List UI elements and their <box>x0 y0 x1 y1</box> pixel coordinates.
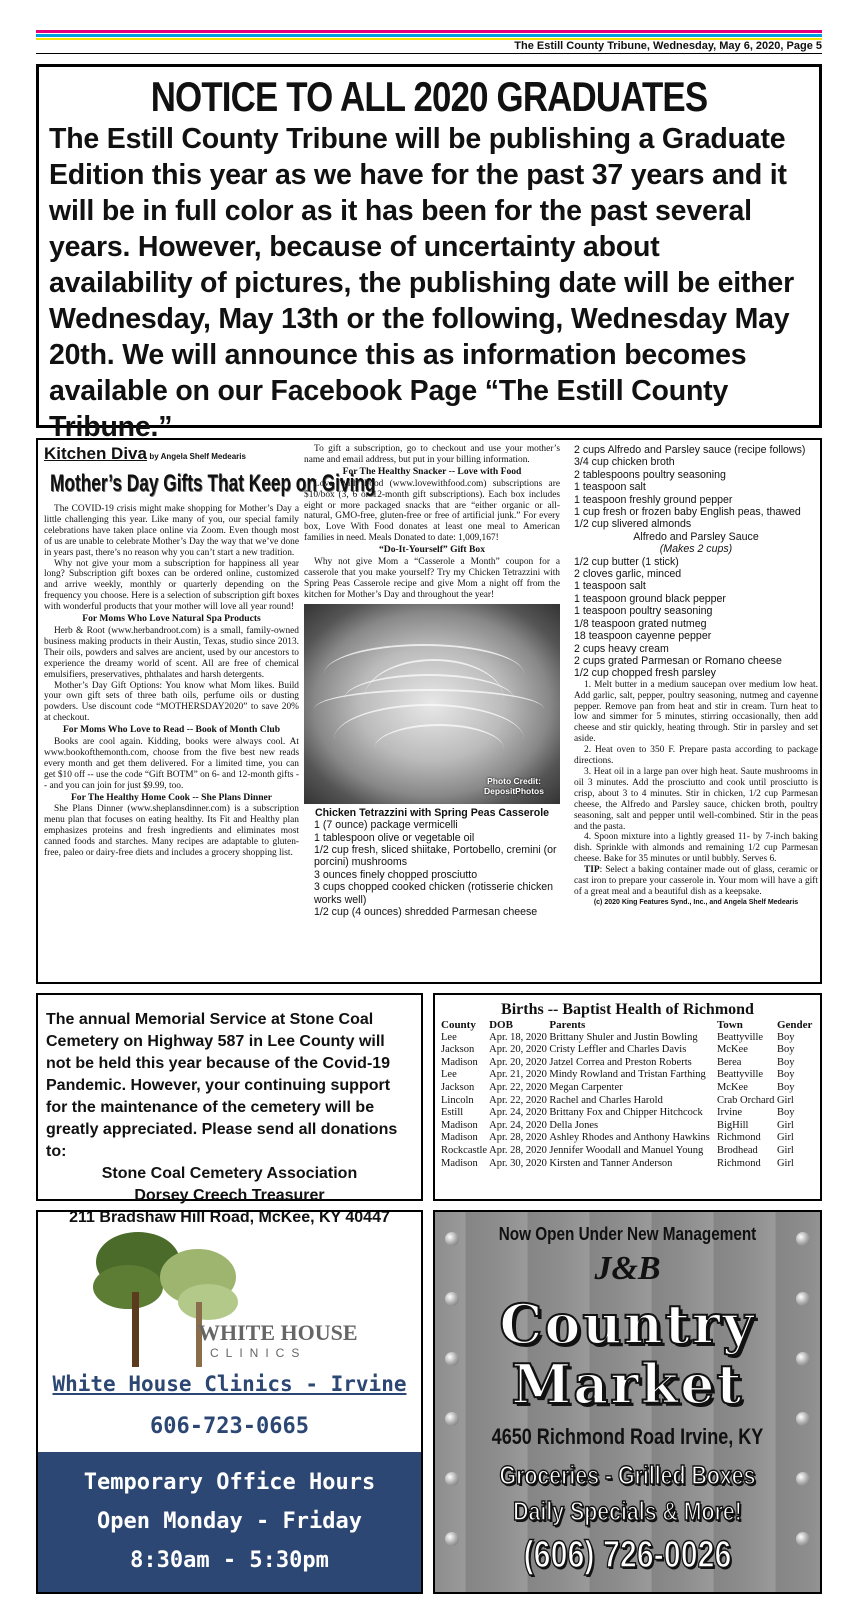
subhead: For Moms Who Love Natural Spa Products <box>82 613 261 625</box>
memorial-org: Stone Coal Cemetery Association <box>101 1165 358 1182</box>
recipe-title: Chicken Tetrazzini with Spring Peas Casserole <box>314 806 550 819</box>
table-cell: Crab Orchard <box>716 1094 775 1106</box>
table-cell: Cristy Leffler and Charles Davis <box>549 1044 687 1056</box>
ingredient: 1/2 cup fresh, sliced shiitake, Portobello, cremini (or porcini) mushrooms <box>314 843 557 869</box>
table-cell: Apr. 18, 2020 <box>489 1031 547 1043</box>
table-header-row <box>441 1019 814 1032</box>
memorial-body: The annual Memorial Service at Stone Coal Cemetery on Highway 587 in Lee County will not be held this year because of the Covid-19 Pandemic. However, your continuing support for the maintenance of the cemetery will be greatly appreciated. Please send all donations to: <box>46 1011 398 1160</box>
table-cell: Brittany Fox and Chipper Hitchcock <box>549 1107 703 1119</box>
table-cell: McKee <box>716 1081 748 1093</box>
store-name-line1: Country <box>499 1292 756 1356</box>
ingredient: 1/2 cup (4 ounces) shredded Parmesan cheese <box>314 905 538 918</box>
bolt-icon <box>445 1472 459 1486</box>
births-title: Births -- Baptist Health of Richmond <box>501 1001 754 1018</box>
bolt-icon <box>796 1532 810 1546</box>
table-row <box>441 1132 814 1145</box>
recipe-step: 1. Melt butter in a medium saucepan over medium low heat. Add garlic, salt, pepper, poultry seasoning, nutmeg and cayenne pepper. Remove pan from heat and stir in cream. Turn heat to low and simmer for 5 minutes, stirring occasionally, then add cheese and stir quickly, heating through. Stir in parsley and set aside. <box>574 679 818 745</box>
notice-title: NOTICE TO ALL 2020 GRADUATES <box>150 73 708 120</box>
table-cell: Beattyville <box>716 1031 764 1043</box>
table-cell: Apr. 24, 2020 <box>489 1107 547 1119</box>
bolt-icon <box>445 1532 459 1546</box>
table-cell: Boy <box>776 1107 795 1119</box>
table-cell: Jackson <box>441 1081 475 1093</box>
table-row <box>441 1057 814 1070</box>
jb-country-market-ad <box>433 1210 822 1594</box>
table-cell: BigHill <box>716 1119 749 1131</box>
recipe-step: 4. Spoon mixture into a lightly greased 11- by 7-inch baking dish. Sprinkle with almonds and remaining 1/2 cup Parmesan cheese. Bake for 35 minutes or until bubbly. Serves 6. <box>574 832 818 865</box>
bolt-icon <box>445 1232 459 1246</box>
table-cell: Brodhead <box>716 1144 758 1156</box>
table-cell: Apr. 20, 2020 <box>489 1044 547 1056</box>
table-cell: Megan Carpenter <box>549 1081 623 1093</box>
table-cell: Girl <box>776 1132 794 1144</box>
table-row <box>441 1145 814 1158</box>
recipe-step: 3. Heat oil in a large pan over high heat. Saute mushrooms in oil 3 minutes. Add the prosciutto and cook until prosciutto is crisp, about 3 to 4 minutes. Stir in chicken, 1/2 cup Parmesan cheese, the Alfredo and Parsley sauce, chicken broth, poultry seasoning, salt and pepper until well-combined. Stir in the peas and the pasta. <box>574 766 818 832</box>
copyright: (c) 2020 King Features Synd., Inc., and Angela Shelf Medearis <box>593 898 799 906</box>
table-cell: Boy <box>776 1031 795 1043</box>
table-cell: Boy <box>776 1081 795 1093</box>
logo-wordmark: WHITE HOUSE <box>198 1320 358 1345</box>
memorial-address: 211 Bradshaw Hill Road, McKee, KY 40447 <box>69 1209 390 1226</box>
magenta-stripe <box>36 30 822 33</box>
column-header: Parents <box>549 1019 586 1031</box>
white-house-clinics-ad <box>36 1210 423 1594</box>
table-cell: Apr. 28, 2020 <box>489 1144 547 1156</box>
table-cell: McKee <box>716 1044 748 1056</box>
sauce-ingredient: 1/8 teaspoon grated nutmeg <box>574 617 707 630</box>
ingredient: 1/2 cup slivered almonds <box>574 518 692 531</box>
table-cell: Boy <box>776 1044 795 1056</box>
ingredient: 2 tablespoons poultry seasoning <box>574 468 726 481</box>
article-column-1 <box>44 444 376 859</box>
tip-text: : Select a baking container made out of glass, ceramic or cast iron to prepare your casserole in. Your mom will have a gift of a great meal and a beautiful dish as a keepsake. <box>574 865 818 897</box>
subhead: For The Healthy Snacker -- Love with Food <box>342 465 522 477</box>
bolt-icon <box>796 1472 810 1486</box>
ingredient: 3 ounces finely chopped prosciutto <box>314 868 478 881</box>
ingredient: 1 (7 ounce) package vermicelli <box>314 819 458 832</box>
sauce-yield: (Makes 2 cups) <box>659 543 733 556</box>
paragraph: Why not give your mom a subscription for happiness all year long? Subscription gift boxes can be ordered online, customized and arrive weekly, monthly or quarterly depending on the frequency you choose. Here is a selection of subscription gift boxes with wonderful products that your mother will love all year round! <box>44 558 299 613</box>
table-row <box>441 1107 814 1120</box>
ingredient: 1 teaspoon freshly ground pepper <box>574 493 733 506</box>
recipe-ingredients <box>304 807 560 919</box>
table-row <box>441 1120 814 1133</box>
table-cell: Madison <box>441 1132 478 1144</box>
paragraph: Herb & Root (www.herbandroot.com) is a small, family-owned business making products in their Austin, Texas, studio since 2013. Their oils, powders and salves are ancient, used by our ancestors to experience the dreamy world of scent. All are free of chemical emulsifiers, preservatives, phthalates and harsh detergents. <box>44 625 299 680</box>
running-head: The Estill County Tribune, Wednesday, May 6, 2020, Page 5 <box>36 40 822 54</box>
table-cell: Apr. 21, 2020 <box>489 1069 547 1081</box>
table-cell: Jatzel Correa and Preston Roberts <box>549 1056 692 1068</box>
column-title: Kitchen Diva <box>44 444 147 463</box>
table-cell: Apr. 22, 2020 <box>489 1081 547 1093</box>
clinic-phone: 606-723-0665 <box>150 1414 309 1439</box>
ingredient: 3 cups chopped cooked chicken (rotisserie chicken works well) <box>314 881 554 906</box>
table-cell: Apr. 30, 2020 <box>489 1157 547 1169</box>
tagline: Now Open Under New Management <box>498 1224 757 1244</box>
table-row <box>441 1069 814 1082</box>
bolt-icon <box>796 1232 810 1246</box>
table-cell: Richmond <box>716 1132 761 1144</box>
paragraph: She Plans Dinner (www.sheplansdinner.com) is a subscription menu plan that focuses on eating healthy. Its Fit and Healthy plan emphasizes proteins and fresh ingredients and eliminates most canned foods and starches. Many recipes are adaptable to gluten-free, paleo or dairy-free diets and includes a grocery shopping list. <box>44 804 299 859</box>
births-box <box>433 993 822 1201</box>
table-cell: Girl <box>776 1094 794 1106</box>
sauce-ingredient: 18 teaspoon cayenne pepper <box>574 630 712 643</box>
table-cell: Brittany Shuler and Justin Bowling <box>549 1031 698 1043</box>
table-cell: Rockcastle <box>441 1144 488 1156</box>
kitchen-diva-article <box>36 438 822 984</box>
table-cell: Estill <box>441 1107 464 1119</box>
notice-body: The Estill County Tribune will be publishing a Graduate Edition this year as we have for the past 37 years and it will be in full color as it has been for the past several years. However, because of uncertainty about availability of pictures, the publishing date will be either Wednesday, May 13th or the following, Wednesday May 20th. We will announce this as information becomes available on our Facebook Page “The Estill County Tribune.” <box>49 123 794 443</box>
table-cell: Madison <box>441 1056 478 1068</box>
subhead: For Moms Who Love to Read -- Book of Month Club <box>62 724 281 736</box>
column-header: DOB <box>489 1019 513 1031</box>
table-cell: Jennifer Woodall and Manuel Young <box>549 1144 704 1156</box>
table-cell: Jackson <box>441 1044 475 1056</box>
table-cell: Apr. 20, 2020 <box>489 1056 547 1068</box>
ingredient: 1 cup fresh or frozen baby English peas, thawed <box>574 506 801 519</box>
table-cell: Girl <box>776 1144 794 1156</box>
open-days: Open Monday - Friday <box>97 1509 362 1534</box>
table-cell: Ashley Rhodes and Anthony Hawkins <box>549 1132 710 1144</box>
memorial-notice <box>36 993 423 1226</box>
cyan-stripe <box>36 34 822 37</box>
sauce-ingredient: 1/2 cup chopped fresh parsley <box>574 667 716 680</box>
table-cell: Lee <box>441 1031 457 1043</box>
recipe-ingredients-cont <box>574 444 818 680</box>
store-phone: (606) 726-0026 <box>523 1534 732 1576</box>
table-cell: Irvine <box>716 1107 743 1119</box>
sauce-title: Alfredo and Parsley Sauce <box>633 530 759 543</box>
sauce-ingredient: 2 cups grated Parmesan or Romano cheese <box>574 654 782 667</box>
table-cell: Girl <box>776 1119 794 1131</box>
table-cell: Lincoln <box>441 1094 474 1106</box>
table-cell: Apr. 24, 2020 <box>489 1119 547 1131</box>
table-cell: Lee <box>441 1069 457 1081</box>
paragraph: Books are cool again. Kidding, books were always cool. At www.bookofthemonth.com, choose from the five best new reads every month and get them delivered. For a limited time, you can get $10 off -- use the code “Gift BOTM” on 6- and 12-month gifts -- and you can join for just $9.99, too. <box>44 737 299 791</box>
headline: Mother’s Day Gifts That Keep on Giving <box>50 470 376 497</box>
hours-title: Temporary Office Hours <box>83 1470 376 1495</box>
casserole-photo <box>304 604 560 804</box>
table-cell: Apr. 22, 2020 <box>489 1094 547 1106</box>
sauce-ingredient: 2 cloves garlic, minced <box>574 568 682 581</box>
ingredient: 1 teaspoon salt <box>574 481 646 494</box>
services-line1: Groceries - Grilled Boxes <box>499 1460 756 1490</box>
table-row <box>441 1158 814 1171</box>
table-cell: Beattyville <box>716 1069 764 1081</box>
tip <box>574 865 818 898</box>
recipe-step: 2. Heat oven to 350 F. Prepare pasta according to package directions. <box>574 745 818 767</box>
subhead: “Do-It-Yourself” Gift Box <box>378 544 486 556</box>
subhead: For The Healthy Home Cook -- She Plans Dinner <box>70 791 273 803</box>
table-row <box>441 1095 814 1108</box>
column-header: Town <box>716 1019 743 1031</box>
office-hours-panel <box>38 1452 421 1592</box>
paragraph: Why not give Mom a “Casserole a Month” coupon for a casserole that you make yourself? Try my Chicken Tetrazzini with Spring Peas Casserole recipe and give Mom a night off from the kitchen for Mother’s Day and throughout the year! <box>304 557 560 600</box>
column-header: Gender <box>776 1019 813 1031</box>
table-row <box>441 1044 814 1057</box>
sauce-ingredient: 1 teaspoon salt <box>574 580 646 593</box>
table-cell: Berea <box>716 1056 742 1068</box>
sauce-ingredient: 1 teaspoon poultry seasoning <box>574 605 713 618</box>
column-header: County <box>441 1019 476 1031</box>
table-row <box>441 1032 814 1045</box>
paragraph: Love With Food (www.lovewithfood.com) subscriptions are $10/box (3, 6 or 12-month gift subscriptions). Each box includes eight or more packaged snacks that are “either organic or all-natural, GMO-free, gluten-free or free of artificial junk.” For every box, Love With Food donates at least one meal to American families in need. Meals Donated to date: 1,009,167! <box>304 478 560 544</box>
store-address: 4650 Richmond Road Irvine, KY <box>491 1424 764 1449</box>
logo-subtext: CLINICS <box>210 1346 307 1360</box>
brand: J&B <box>594 1250 661 1287</box>
table-cell: Rachel and Charles Harold <box>549 1094 663 1106</box>
article-column-2 <box>304 444 560 918</box>
ingredient: 1 tablespoon olive or vegetable oil <box>314 831 475 844</box>
table-cell: Girl <box>776 1157 794 1169</box>
table-cell: Della Jones <box>549 1119 599 1131</box>
sauce-ingredient: 1/2 cup butter (1 stick) <box>574 555 679 568</box>
table-cell: Richmond <box>716 1157 761 1169</box>
paragraph: The COVID-19 crisis might make shopping for Mother’s Day a little challenging this year. Like many of you, our special family celebrations have taken place online via Zoom. Even though most of us are unable to celebrate Mother’s Day the way that we’ve done in years past, there’s no reason why you can’t start a new tradition. <box>44 504 299 558</box>
store-name-line2: Market <box>511 1352 744 1416</box>
sauce-ingredient: 1 teaspoon ground black pepper <box>574 592 726 605</box>
table-cell: Mindy Rowland and Tristan Farthing <box>549 1069 706 1081</box>
table-cell: Kirsten and Tanner Anderson <box>549 1157 673 1169</box>
paragraph: Mother’s Day Gift Options: You know what Mom likes. Build your own gift sets of three bath oils, perfume oils or dusting powders. Use discount code “MOTHERSDAY2020” to save 20% at checkout. <box>44 680 299 724</box>
births-table-body <box>441 1032 814 1171</box>
table-cell: Boy <box>776 1069 795 1081</box>
clinic-name: White House Clinics - Irvine <box>52 1372 407 1396</box>
ingredient: 2 cups Alfredo and Parsley sauce (recipe follows) <box>574 444 806 456</box>
ingredient: 3/4 cup chicken broth <box>574 456 675 469</box>
byline: by Angela Shelf Medearis <box>149 452 246 461</box>
table-cell: Boy <box>776 1056 795 1068</box>
services-line2: Daily Specials & More! <box>513 1496 742 1526</box>
table-cell: Madison <box>441 1157 478 1169</box>
memorial-treasurer: Dorsey Creech Treasurer <box>134 1187 325 1204</box>
table-row <box>441 1082 814 1095</box>
sauce-ingredient: 2 cups heavy cream <box>574 642 669 655</box>
article-column-3 <box>574 444 818 909</box>
table-cell: Apr. 28, 2020 <box>489 1132 547 1144</box>
photo-credit: Photo Credit: DepositPhotos <box>484 775 544 796</box>
births-table <box>441 1019 814 1170</box>
graduates-notice <box>36 64 822 443</box>
tip-label: TIP <box>584 865 600 876</box>
open-hours: 8:30am - 5:30pm <box>130 1548 329 1573</box>
table-cell: Madison <box>441 1119 478 1131</box>
paragraph: To gift a subscription, go to checkout and use your mother’s name and email address, but put in your billing information. <box>304 444 560 465</box>
